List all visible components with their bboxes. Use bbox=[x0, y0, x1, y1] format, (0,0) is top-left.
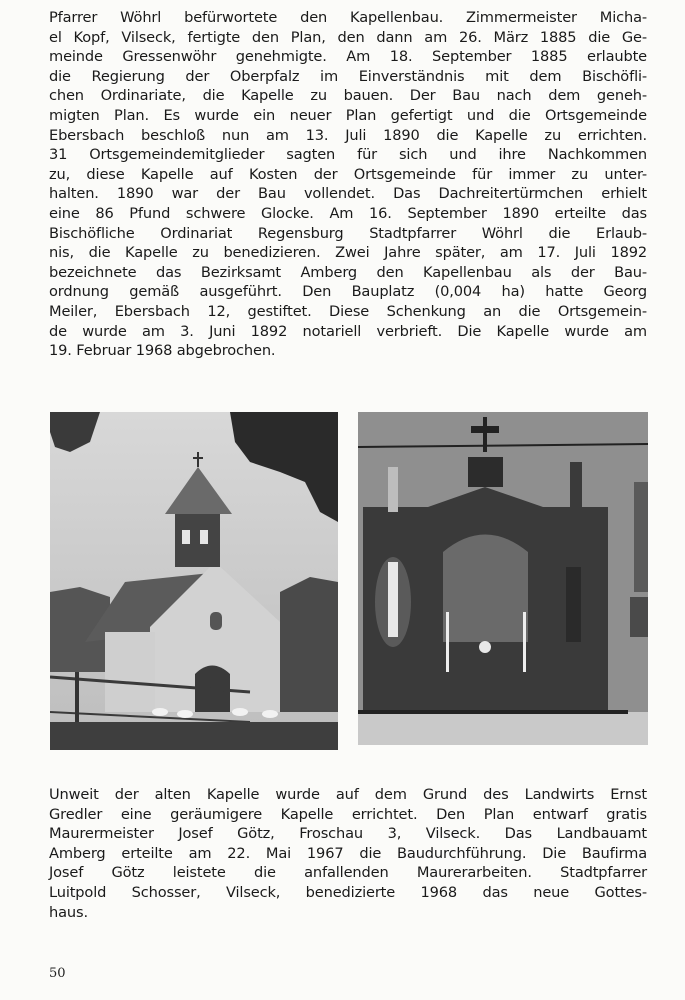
text-line: Pfarrer Wöhrl befürwortete den Kapellenbau. Zimmermeister Micha- bbox=[49, 9, 647, 26]
text-line: Gredler eine geräumigere Kapelle errichtet. Den Plan entwarf gratis bbox=[49, 805, 647, 823]
text-line: Meiler, Ebersbach 12, gestiftet. Diese Schenkung an die Ortsgemein- bbox=[49, 302, 647, 320]
text-line: Maurermeister Josef Götz, Froschau 3, Vilseck. Das Landbauamt bbox=[49, 825, 647, 843]
text-line: Ebersbach beschloß nun am 13. Juli 1890 die Kapelle zu errichten. bbox=[49, 126, 647, 144]
text-line: bezeichnete das Bezirksamt Amberg den Kapellenbau als der Bau- bbox=[49, 263, 647, 281]
text-line: zu, diese Kapelle auf Kosten der Ortsgemeinde für immer zu unter- bbox=[49, 165, 647, 183]
page-number: 50 bbox=[49, 966, 66, 981]
text-line: 31 Ortsgemeindemitglieder sagten für sich und ihre Nachkommen bbox=[49, 146, 647, 164]
text-line: die Regierung der Oberpfalz im Einverständnis mit dem Bischöfli- bbox=[49, 67, 647, 85]
text-line: Unweit der alten Kapelle wurde auf dem Grund des Landwirts Ernst bbox=[49, 786, 647, 803]
chapel-exterior-photo bbox=[50, 412, 338, 750]
text-line: de wurde am 3. Juni 1892 notariell verbrieft. Die Kapelle wurde am bbox=[49, 322, 647, 340]
text-line: meinde Gressenwöhr genehmigte. Am 18. September 1885 erlaubte bbox=[49, 48, 647, 66]
text-line: chen Ordinariate, die Kapelle zu bauen. Der Bau nach dem geneh- bbox=[49, 87, 647, 105]
altar-interior-photo bbox=[358, 412, 648, 745]
text-line: 19. Februar 1968 abgebrochen. bbox=[49, 342, 276, 360]
text-line: halten. 1890 war der Bau vollendet. Das Dachreitertürmchen erhielt bbox=[49, 185, 647, 203]
text-line: ordnung gemäß ausgeführt. Den Bauplatz (0,004 ha) hatte Georg bbox=[49, 283, 647, 301]
text-line: Amberg erteilte am 22. Mai 1967 die Baudurchführung. Die Baufirma bbox=[49, 844, 647, 862]
paragraph-new-chapel bbox=[49, 785, 647, 922]
text-line: el Kopf, Vilseck, fertigte den Plan, den dann am 26. März 1885 die Ge- bbox=[49, 28, 647, 46]
text-line: eine 86 Pfund schwere Glocke. Am 16. September 1890 erteilte das bbox=[49, 204, 647, 222]
text-line: Bischöfliche Ordinariat Regensburg Stadtpfarrer Wöhrl die Erlaub- bbox=[49, 224, 647, 242]
text-line: Josef Götz leistete die anfallenden Maurerarbeiten. Stadtpfarrer bbox=[49, 864, 647, 882]
text-line: migten Plan. Es wurde ein neuer Plan gefertigt und die Ortsgemeinde bbox=[49, 106, 647, 124]
text-line: Luitpold Schosser, Vilseck, benedizierte 1968 das neue Gottes- bbox=[49, 883, 647, 901]
text-line: haus. bbox=[49, 903, 88, 921]
paragraph-old-chapel bbox=[49, 8, 647, 361]
text-line: nis, die Kapelle zu benedizieren. Zwei Jahre später, am 17. Juli 1892 bbox=[49, 244, 647, 262]
